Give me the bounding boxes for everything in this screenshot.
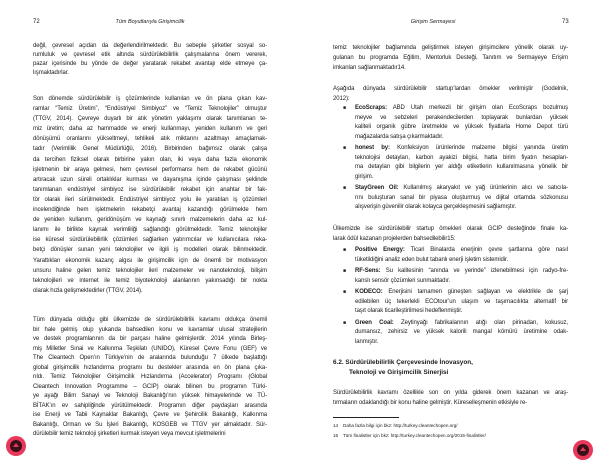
list-item (333, 184, 568, 213)
text-line: Aşağıda dünyada sürdürülebilir startup’lardan örnekler verilmiştir (Godelnik, (333, 86, 568, 92)
text-line: ABD Utah merkezli bir girişim olan EcoScraps bozulmuş (392, 105, 568, 111)
list-item (333, 267, 568, 286)
scroll-top-button[interactable] (6, 436, 26, 456)
text-line: Ticari Binalarda enerjinin çevre şartlarına göre nasıl (410, 247, 568, 253)
text-line: teknolojisi detayları, karbon ayakizi bilgisi, hatta birim fiyatın hesaplan- (355, 154, 568, 161)
startup-name: EcoScraps: (355, 105, 388, 111)
text-line: tüketildiğini analiz eden bulut tabanlı enerji işletim sistemidir. (355, 256, 509, 263)
paragraph (33, 42, 267, 78)
text-line: pazar içerisinde bu yönde de değer yaratarak rekabet avantajı elde etmeye ça- (33, 60, 267, 67)
bullet-icon: ■ (343, 289, 347, 295)
text-line: miz üretim; daha az hammadde ve enerji kullanmayı, yeniden kullanım ve geri (33, 126, 267, 133)
text-line: Enerjisini tamamen güneşten sağlayan ve elektrikle de şarj (388, 289, 568, 295)
text-line (355, 288, 568, 298)
text-line: rıldı. Temiz Teknolojiler Girişimcilik Hızlandırma (Accelerator) Programı (Global (33, 374, 267, 380)
section-heading (333, 358, 473, 378)
text-line: de yeniden kullanım, geridönüşüm ve kaynağı sınırlı malzemelerin daha az kul- (33, 217, 267, 224)
startup-name: StayGreen Oil: (355, 185, 399, 191)
footnote: 15 Tüm finalistler için bkz: http://turkey.cleantechopen.org/2015-finalistler/ (333, 432, 486, 438)
startup-name: Green Coal: (355, 319, 394, 326)
text-line: Tüm dünyada olduğu gibi ülkemizde de sürdürülebilirlik kavramı oldukça önemli (33, 317, 267, 323)
scroll-top-button[interactable] (573, 440, 593, 460)
text-line: artıracak uzun süreli ortaklıklar kurması ve dayanışma içinde çalışması şeklinde (33, 176, 267, 183)
text-line: Konfeksiyon ürünlerinde malzeme bilgisi yanında üretim (397, 145, 568, 151)
text-line: girişim. (355, 173, 374, 180)
text-line (355, 246, 568, 256)
text-line: dürülebilir temiz teknoloji şirketleri kurmak isteyen veya mevcut işletmelerini (33, 431, 226, 437)
text-line: ve destek programlarının da bir parçası haline gelmişlerdir. 2014 yılında Birleş- (33, 336, 267, 342)
list-item (333, 246, 568, 265)
text-line: alışverişin güvenilir olarak kolayca gerçekleşmesini sağlamıştır. (355, 204, 517, 210)
footnotes (333, 421, 486, 440)
text-line: unsuru haline gelen temiz teknolojiler ileri malzemeler ve nanoteknoloji, bilişim (33, 267, 267, 274)
right-page (300, 0, 600, 466)
text-line: teknolojileri ve internet ile temiz biyoteknoloji alanlarının yakınsadığı bir nokta (33, 277, 267, 284)
text-line: dumansız, zehirsiz ve yüksek kalorili mangal kömürü üretimine odak- (355, 329, 568, 335)
section-heading-line: Teknoloji ve Girişimcilik Sinerjisi (349, 369, 449, 376)
text-line: Cleantech Innovation Programme – GCIP) olarak bilinen bu programın Türki- (33, 383, 267, 390)
list-item (333, 319, 568, 348)
startup-name: Positive Energy: (355, 247, 405, 253)
paragraph (33, 94, 267, 296)
footnote: 14 Daha fazla bilgi için bkz: http://turkey.cleantechopen.org/ (333, 423, 458, 428)
text-line: lışmaktadırlar. (33, 69, 69, 76)
page-number: 73 (562, 19, 569, 25)
text-line: miş Milletler Sınai ve Kalkınma Teşkilatı (UNIDO), Küresel Çevre Fonu (GEF) ve (33, 345, 267, 352)
text-line: temiz teknolojiler bağlamında geliştirmek isteyen girişimcilere yönelik olarak uy- (333, 45, 568, 51)
startup-name: KODECO: (355, 289, 383, 295)
text-line: meyve ve sebzeleri perakendecilerden toplayarak bunlardan yüksek (355, 114, 568, 121)
bullet-icon: ■ (343, 247, 347, 253)
text-line (355, 144, 568, 154)
footnote-divider (333, 417, 399, 418)
text-line: tırmaların odaklandığı bir konu haline gelmiştir. Küreselleşmenin etkisiyle re- (333, 400, 528, 406)
text-line: değil, çevresel açıdan da değerlendirilmektedir. Bu sebeple şirketler sosyal so- (33, 42, 267, 49)
text-line: Ülkemizde ise sürdürülebilir startup örnekleri olarak GCIP desteğinde finale ka- (333, 226, 568, 232)
text-line: incelendiğinde hem işletmelerin rekabetçi avantaj kazandığı görülmekte hem (33, 207, 267, 214)
text-line: işletmenin bir araya gelmesi, hem çevresel performansı hem de rekabet gücünü (33, 166, 267, 173)
text-line: global girişimcilik hızlandırma programı bu destekler arasında en ön plana çıka- (33, 364, 267, 371)
text-line: bir hale gelmiş olup yukarıda bahsedilen konu ve kavramlar ulusal stratejilerin (33, 326, 267, 333)
bullet-icon: ■ (343, 185, 347, 191)
text-line: 2012): (333, 96, 350, 102)
text-line: ma detayları gibi bilgilerin yer aldığı etiketlerin kullanılmasına yönelik bir (355, 164, 568, 170)
text-line: Son dönemde sürdürülebilir iş çözümlerinde kullanılan ve ön plana çıkan kav- (33, 96, 267, 102)
text-line: tör olarak ileri sürülmektedir. Endüstriyel simbiyoz yolu ile yaratılan iş çözümleri (33, 196, 267, 203)
startup-name: honest by: (355, 145, 390, 151)
paragraph (333, 388, 568, 408)
paragraph (333, 84, 568, 104)
page-number: 72 (33, 19, 40, 25)
bullet-icon: ■ (343, 105, 347, 111)
text-line: Yarattıkları ekonomik kazanç algısı ile girişimcilik için de önemli bir motivasyon (33, 257, 267, 264)
text-line: kaliteli organik gübre üretmekte ve yüksek fiyatlarla Home Depot türü (355, 124, 568, 130)
text-line: da tercihen fiziksel olarak birbirine yakın olan, iki veya daha fazla ekonomik (33, 156, 267, 163)
text-line: Bakanlığı, Orman ve Su İşleri Bakanlığı, KOSGEB ve TTGV yer almaktadır. Sür- (33, 421, 267, 428)
paragraph (333, 43, 568, 73)
text-line: ye ayağı Bilim Sanayi ve Teknoloji Bakanlığı’nın yüksek himayelerinde ve TÜ- (33, 393, 267, 399)
text-line: betçi dönüşler sunan yeni teknolojiler ve ilgili iş modelleri olarak bilinmektedir. (33, 247, 267, 254)
text-line: Su kalitesinin “anında ve yerinde” izlenebilmesi için radyo-fre- (385, 268, 568, 274)
text-line (355, 319, 568, 329)
text-line: The Cleantech Open’ın Türkiye’nin de aralarında bulunduğu 7 ülkede başlattığı (33, 355, 267, 361)
startup-list-turkey (333, 246, 568, 349)
text-line: ise küresel sürdürülebilirlik çözümleri sağlarken yatırımcılar ve kullanıcılara reka- (33, 237, 267, 244)
arrow-up-icon (577, 444, 589, 456)
text-line: tanımlanan endüstriyel simbiyoz ise sürdürülebilir rekabet için anahtar bir fak- (33, 186, 267, 193)
text-line: rumluluk ve çevresel etik altında sürdürülebilirlik çalışmalarına önem vererek, (33, 51, 267, 58)
text-line: taşıt olarak ticarileştirilmesi hedeflenmiştir. (355, 308, 463, 314)
text-line: tadır (Verimlilik Genel Müdürlüğü, 2016). Birbirinden bağımsız olarak çalışa (33, 146, 267, 153)
text-line: ise Enerji ve Tabii Kaynaklar Bakanlığı, Çevre ve Şehircilik Bakanlığı, Kalkınma (33, 412, 267, 418)
text-line: gulanan bu programda Eğitim, Mentorluk Desteği, Tanıtım ve Sermayeye Erişim (333, 55, 568, 61)
list-item (333, 144, 568, 182)
text-line: kanslı sensör çözümleri sunmaktadır. (355, 277, 451, 284)
text-line (355, 267, 568, 277)
text-line: mağazalarda satışa çıkarmaktadır. (355, 133, 444, 140)
section-heading-line: 6.2. Sürdürülebilirlik Çerçevesinde İnovasyon, (333, 359, 473, 366)
startup-name: RF-Sens: (355, 268, 381, 274)
text-line: lanımı ile birlikte kaynak verimliliği sağlandığı görülmektedir. Temiz teknolojiler (33, 227, 267, 234)
paragraph (33, 316, 267, 440)
text-line: lanmıştır. (355, 338, 379, 345)
paragraph (333, 225, 568, 244)
bullet-icon: ■ (343, 145, 347, 151)
text-line: rını buluşturan sanal bir piyasa oluşturmuş ve dijital ortamda sözkonusu (355, 194, 568, 201)
list-item (333, 104, 568, 142)
bullet-icon: ■ (343, 319, 347, 326)
bullet-icon: ■ (343, 268, 347, 274)
text-line: ramlar “Temiz Üretim”, “Endüstriyel Simbiyoz” ve “Temiz Teknolojiler” olmuştur (33, 106, 267, 113)
list-item (333, 288, 568, 317)
text-line: Kullanılmış akaryakıt ve yağ ürünlerinin alıcı ve satıcıla- (403, 185, 568, 191)
text-line: edilebilen üç tekerlekli ECOtour’un ulaşım ve taşımacılıkta alternatif bir (355, 298, 568, 305)
text-line: dönüşümü oranlarını yükseltmeyi, tehlikeli atık miktarını azaltmayı amaçlamak- (33, 136, 267, 143)
text-line (355, 104, 568, 114)
text-line: larak ödül kazanan projelerden bahsedilebilir15: (333, 235, 456, 242)
text-line: BİTAK’ın ev sahipliğinde yürütülmektedir. Programın diğer paydaşları arasında (33, 402, 267, 409)
text-line: Zeytinyağı fabrikalarının atığı olan pirinadan, kokusuz, (401, 319, 568, 326)
text-line: Sürdürülebilirlik kavramı özellikle son on yılda giderek önem kazanan ve araş- (333, 390, 568, 396)
arrow-up-icon (10, 440, 22, 452)
text-line: imkanları sağlanmaktadır14. (333, 65, 406, 71)
running-title: Girişim Sermayesi (410, 19, 456, 25)
text-line: (TTGV, 2014). Çevreye duyarlı bir atık yönetim yaklaşımı olarak tanımlanan te- (33, 116, 267, 123)
text-line (355, 184, 568, 194)
text-line: olarak hızla gelişmektedirler (TTGV, 2014). (33, 287, 143, 294)
running-title: Tüm Boyutlarıyla Girişimcilik (115, 19, 185, 25)
startup-list-world (333, 104, 568, 215)
